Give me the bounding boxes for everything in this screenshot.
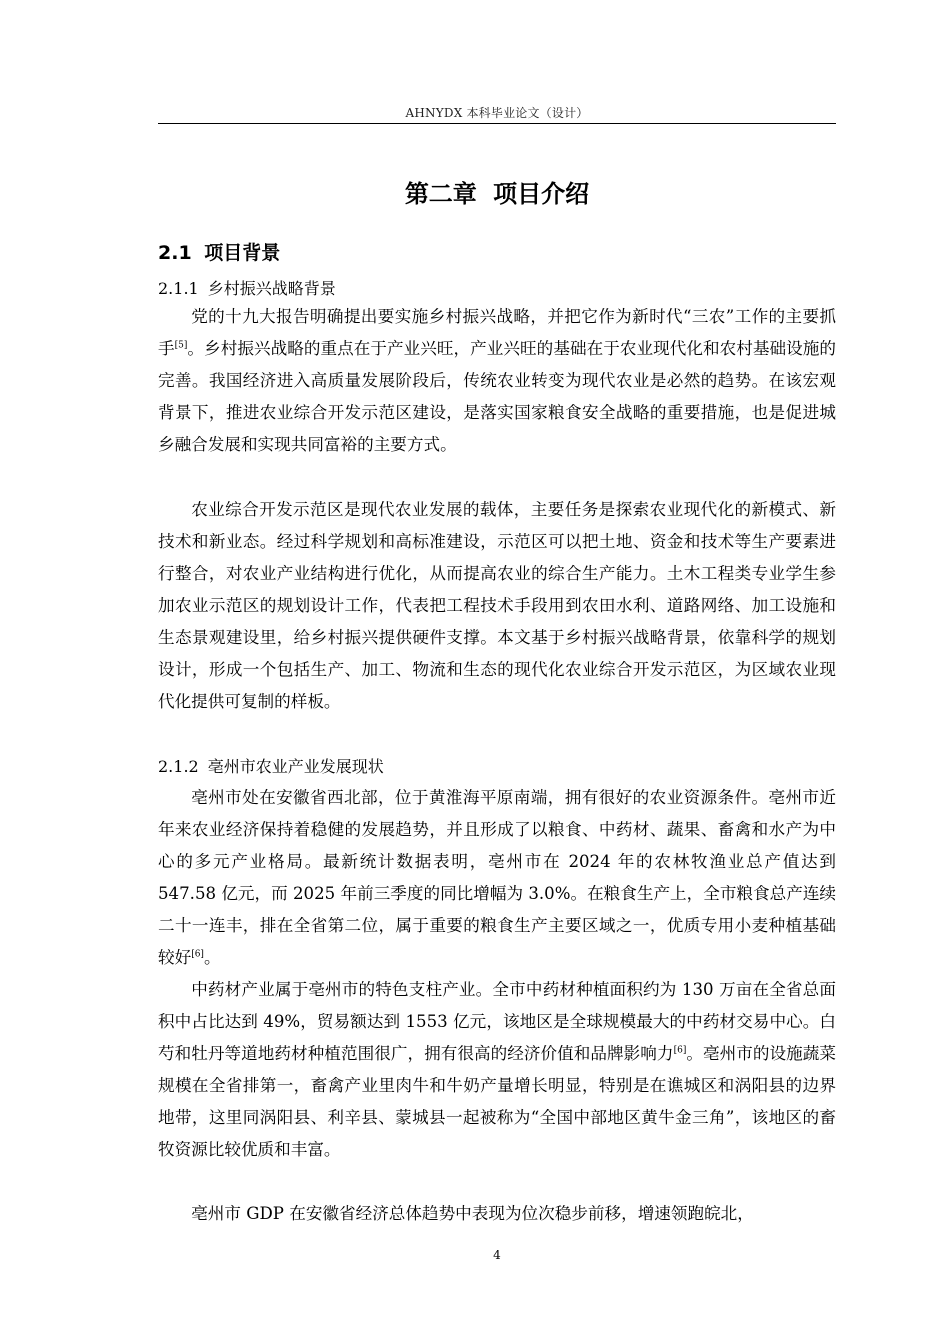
paragraph-rural-revitalization-2: 农业综合开发示范区是现代农业发展的载体，主要任务是探索农业现代化的新模式、新技术和新业态。经过科学规划和高标准建设，示范区可以把土地、资金和技术等生产要素进行整合，对农业产业结构进行优化，从而提高农业的综合生产能力。土木工程类专业学生参加农业示范区的规划设计工作，代表把工程技术手段用到农田水利、道路网络、加工设施和生态景观建设里，给乡村振兴提供硬件支撑。本文基于乡村振兴战略背景，依靠科学的规划设计，形成一个包括生产、加工、物流和生态的现代化农业综合开发示范区，为区域农业现代化提供可复制的样板。 <box>158 500 836 711</box>
subsection-heading-2-1-2: 2.1.2 亳州市农业产业发展现状 <box>158 757 384 776</box>
paragraph-bozhou-agriculture-2 <box>158 974 836 1166</box>
chapter-title: 第二章 项目介绍 <box>404 180 590 208</box>
running-header: AHNYDX 本科毕业论文（设计） <box>405 106 589 120</box>
paragraph-bozhou-agriculture-1 <box>158 782 836 974</box>
section-heading-2-1: 2.1 项目背景 <box>158 242 281 264</box>
subsection-heading-2-1-1: 2.1.1 乡村振兴战略背景 <box>158 279 336 298</box>
page-number: 4 <box>493 1248 501 1262</box>
paragraph-text: 亳州市处在安徽省西北部，位于黄淮海平原南端，拥有很好的农业资源条件。亳州市近年来农业经济保持着稳健的发展趋势，并且形成了以粮食、中药材、蔬果、畜禽和水产为中心的多元产业格局。最新统计数据表明，亳州市在 2024 年的农林牧渔业总产值达到 547.58 亿元，而 2025 年前三季度的同比增幅为 3.0%。在粮食生产上，全市粮食总产连续二十一连丰，排在全省第二位，属于重要的粮食生产主要区域之一，优质专用小麦种植基础较好 <box>158 788 836 967</box>
paragraph-rural-revitalization-1 <box>158 301 836 461</box>
paragraph-text: 。 <box>203 948 221 967</box>
paragraph-text: 。亳州市的设施蔬菜规模在全省排第一，畜禽产业里肉牛和牛奶产量增长明显，特别是在谯城区和涡阳县的边界地带，这里同涡阳县、利辛县、蒙城县一起被称为“全国中部地区黄牛金三角”，该地区的畜牧资源比较优质和丰富。 <box>158 1044 837 1159</box>
citation-5: [5] <box>174 340 188 351</box>
paragraph-bozhou-agriculture-3: 亳州市 GDP 在安徽省经济总体趋势中表现为位次稳步前移，增速领跑皖北， <box>191 1204 754 1223</box>
citation-6: [6] <box>673 1045 687 1056</box>
citation-6: [6] <box>191 949 204 960</box>
paragraph-text: 中药材产业属于亳州市的特色支柱产业。全市中药材种植面积约为 130 万亩在全省总面积中占比达到 49%，贸易额达到 1553 亿元，该地区是全球规模最大的中药材交易中心。白芍和牡丹等道地药材种植范围很广，拥有很高的经济价值和品牌影响力 <box>158 980 836 1063</box>
paragraph-text: 。乡村振兴战略的重点在于产业兴旺，产业兴旺的基础在于农业现代化和农村基础设施的完善。我国经济进入高质量发展阶段后，传统农业转变为现代农业是必然的趋势。在该宏观背景下，推进农业综合开发示范区建设，是落实国家粮食安全战略的重要措施，也是促进城乡融合发展和实现共同富裕的主要方式。 <box>158 339 837 454</box>
header-rule <box>158 123 836 124</box>
paragraph-text: 党的十九大报告明确提出要实施乡村振兴战略，并把它作为新时代“三农”工作的主要抓手 <box>158 307 836 358</box>
